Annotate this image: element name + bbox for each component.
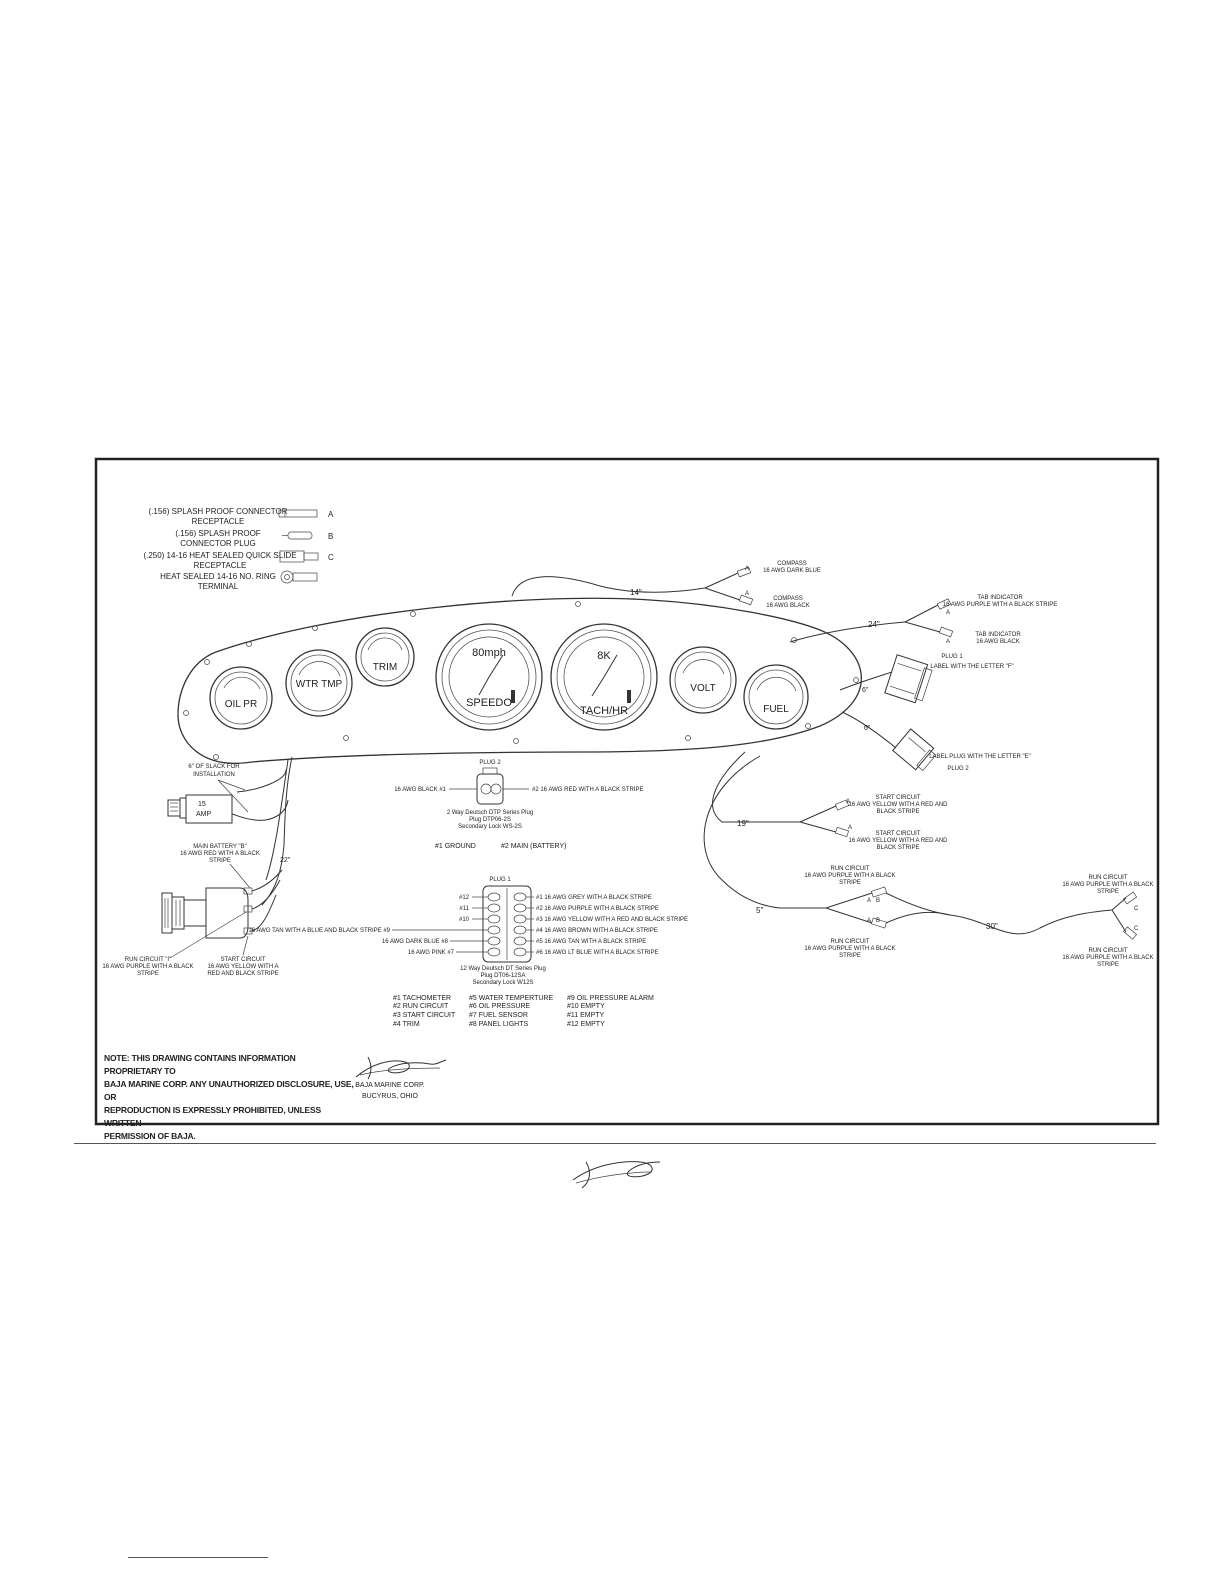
baja-footer-logo: [573, 1162, 660, 1188]
run-long-length: 30": [986, 922, 998, 931]
run-bottom-right-wire: 16 AWG PURPLE WITH A BLACK: [1062, 955, 1154, 961]
plug1-spec-3: Secondary Lock W12S: [472, 980, 534, 986]
slack-line2: INSTALLATION: [193, 772, 235, 778]
gauge-oil-label: OIL PR: [224, 699, 258, 710]
start-bottom-stripe: BLACK STRIPE: [876, 845, 920, 851]
tach-label: TACH/HR: [579, 705, 629, 717]
plug2-right-wire: #2 16 AWG RED WITH A BLACK STRIPE: [532, 787, 644, 793]
pin-row4-col3: #12 EMPTY: [567, 1021, 605, 1028]
tab-black-title: TAB INDICATOR: [975, 632, 1021, 638]
gauge-fuel: [744, 665, 808, 729]
breaker-rating: 15: [198, 801, 206, 808]
legend-d-line1: HEAT SEALED 14-16 NO. RING: [160, 572, 276, 581]
plug1-wire1: #1 16 AWG GREY WITH A BLACK STRIPE: [536, 895, 652, 901]
note-line-1: NOTE: THIS DRAWING CONTAINS INFORMATION PROPRIETARY TO: [104, 1053, 296, 1076]
gauge-trim-label: TRIM: [372, 662, 398, 673]
plug1-title: PLUG 1: [941, 654, 963, 660]
start-top-stripe: BLACK STRIPE: [876, 809, 920, 815]
plug2-pin2: #2 MAIN (BATTERY): [501, 843, 567, 850]
start-bottom-title: START CIRCUIT: [875, 831, 921, 837]
legend-a-letter: A: [328, 510, 334, 519]
main-battery-line1: MAIN BATTERY "B": [193, 844, 247, 850]
run-top-left-wire: 16 AWG PURPLE WITH A BLACK: [804, 873, 896, 879]
plug2-spec-3: Secondary Lock WS-2S: [458, 824, 522, 830]
gauge-water-temp: [286, 650, 352, 716]
compass-black-pin: A: [745, 591, 750, 597]
speedo-label: SPEEDO: [466, 697, 512, 709]
tab-black-wire: 16 AWG BLACK: [976, 639, 1020, 645]
run-top-pin-a: A: [867, 898, 872, 904]
plug2-spec-2: Plug DTP06-2S: [469, 817, 511, 823]
start-top-pin: A: [846, 799, 851, 805]
breaker-unit: AMP: [196, 811, 212, 818]
pin-row2-col2: #6 OIL PRESSURE: [469, 1003, 531, 1010]
run-bottom-right-title: RUN CIRCUIT: [1088, 948, 1128, 954]
plug1-pin10: #10: [458, 917, 469, 923]
tab-purple-pin: A: [946, 610, 951, 616]
speedo-unit: 80mph: [472, 647, 506, 659]
footer-link-underline[interactable]: [128, 1557, 268, 1558]
run-bottom-left-stripe: STRIPE: [839, 953, 861, 959]
pin-row1-col1: #1 TACHOMETER: [393, 995, 452, 1002]
compass-black-title: COMPASS: [773, 596, 803, 602]
run-length: 5": [756, 906, 764, 915]
plug2-title: PLUG 2: [947, 766, 969, 772]
run-top-left-title: RUN CIRCUIT: [830, 866, 870, 872]
gauge-oil-pressure: [210, 667, 272, 729]
legend-b-line2: CONNECTOR PLUG: [180, 539, 256, 548]
gauge-tachometer: [551, 624, 657, 730]
plug2-length: 6": [864, 725, 871, 732]
plug2-pin1: #1 GROUND: [435, 843, 476, 850]
plug1-wire6: #6 16 AWG LT BLUE WITH A BLACK STRIPE: [536, 950, 659, 956]
legend-d-line2: TERMINAL: [197, 582, 239, 591]
legend-c-line1: (.250) 14-16 HEAT SEALED QUICK SLIDE: [143, 551, 297, 560]
pin-row2-col1: #2 RUN CIRCUIT: [393, 1003, 449, 1010]
run-ignition-line1: RUN CIRCUIT "I": [124, 957, 172, 963]
gauge-water-label: WTR TMP: [295, 679, 343, 690]
ignition-length: 22": [280, 857, 291, 864]
legend-b-line1: (.156) SPLASH PROOF: [175, 529, 261, 538]
pin-row3-col1: #3 START CIRCUIT: [393, 1012, 456, 1019]
run-top-right-stripe: STRIPE: [1097, 889, 1119, 895]
gauge-trim: [356, 628, 414, 686]
start-ignition-line2: 16 AWG YELLOW WITH A: [207, 964, 279, 970]
legend-c-line2: RECEPTACLE: [193, 561, 247, 570]
run-top-left-stripe: STRIPE: [839, 880, 861, 886]
plug1-wire5: #5 16 AWG TAN WITH A BLACK STRIPE: [536, 939, 647, 945]
run-right-bottom-pin: C: [1134, 926, 1139, 932]
run-top-right-wire: 16 AWG PURPLE WITH A BLACK: [1062, 882, 1154, 888]
plug1-wire4: #4 16 AWG BROWN WITH A BLACK STRIPE: [536, 928, 658, 934]
run-ignition-line3: STRIPE: [137, 971, 159, 977]
tab-purple-title: TAB INDICATOR: [977, 595, 1023, 601]
start-length: 19": [737, 819, 749, 828]
gauge-fuel-label: FUEL: [763, 704, 789, 715]
run-right-top-pin: C: [1134, 906, 1139, 912]
start-ignition-line1: START CIRCUIT: [220, 957, 266, 963]
plug1-detail-title: PLUG 1: [489, 877, 511, 883]
start-ignition-line3: RED AND BLACK STRIPE: [207, 971, 279, 977]
note-line-4: PERMISSION OF BAJA.: [104, 1131, 196, 1141]
company-name: BAJA MARINE CORP.: [355, 1082, 425, 1089]
tab-length: 24": [868, 620, 880, 629]
company-location: BUCYRUS, OHIO: [361, 1093, 419, 1100]
plug2-desc: LABEL PLUG WITH THE LETTER "E": [929, 754, 1031, 760]
compass-length: 14": [630, 588, 642, 597]
start-top-wire: 16 AWG YELLOW WITH A RED AND: [848, 802, 948, 808]
start-bottom-wire: 16 AWG YELLOW WITH A RED AND: [848, 838, 948, 844]
legend-a-line1: (.156) SPLASH PROOF CONNECTOR: [148, 507, 288, 516]
proprietary-note: [104, 1052, 354, 1143]
pin-row1-col3: #9 OIL PRESSURE ALARM: [567, 995, 654, 1002]
plug1-wire8: 16 AWG DARK BLUE #8: [381, 939, 448, 945]
plug1-wire2: #2 16 AWG PURPLE WITH A BLACK STRIPE: [536, 906, 659, 912]
plug2-spec-1: 2 Way Deutsch DTP Series Plug: [446, 810, 534, 816]
plug1-desc: LABEL WITH THE LETTER "F": [930, 664, 1014, 670]
main-battery-line3: STRIPE: [209, 858, 231, 864]
tach-unit: 8K: [597, 650, 611, 662]
gauge-speedometer: [436, 624, 542, 730]
plug1-length: 6": [862, 687, 869, 694]
plug1-pin11: #11: [459, 906, 469, 912]
start-bottom-pin: A: [848, 825, 853, 831]
plug1-pin12: #12: [458, 895, 469, 901]
run-top-right-title: RUN CIRCUIT: [1088, 875, 1128, 881]
run-bottom-pin-a: A: [867, 918, 872, 924]
tab-black-pin: A: [946, 639, 951, 645]
run-bottom-left-title: RUN CIRCUIT: [830, 939, 870, 945]
run-bottom-left-wire: 16 AWG PURPLE WITH A BLACK: [804, 946, 896, 952]
start-top-title: START CIRCUIT: [875, 795, 921, 801]
run-bottom-right-stripe: STRIPE: [1097, 962, 1119, 968]
plug1-wire7: 16 AWG PINK #7: [407, 950, 454, 956]
plug1-wire9: 16 AWG TAN WITH A BLUE AND BLACK STRIPE #9: [248, 928, 390, 934]
pin-row4-col2: #8 PANEL LIGHTS: [469, 1021, 529, 1028]
plug1-wire3: #3 16 AWG YELLOW WITH A RED AND BLACK STRIPE: [536, 917, 689, 923]
pin-row4-col1: #4 TRIM: [393, 1021, 420, 1028]
compass-blue-title: COMPASS: [777, 561, 807, 567]
pin-row1-col2: #5 WATER TEMPERTURE: [469, 995, 554, 1002]
gauge-voltmeter: [670, 647, 736, 713]
pin-row3-col3: #11 EMPTY: [567, 1012, 605, 1019]
run-bottom-pin-b: B: [876, 918, 881, 924]
note-line-3: REPRODUCTION IS EXPRESSLY PROHIBITED, UNLESS WRITTEN: [104, 1105, 321, 1128]
legend-c-letter: C: [328, 553, 334, 562]
tab-purple-wire: 16 AWG PURPLE WITH A BLACK STRIPE: [942, 602, 1058, 608]
run-ignition-line2: 16 AWG PURPLE WITH A BLACK: [102, 964, 194, 970]
run-top-pin-b: B: [876, 898, 881, 904]
pin-row2-col3: #10 EMPTY: [567, 1003, 605, 1010]
main-battery-line2: 16 AWG RED WITH A BLACK: [180, 851, 260, 857]
slack-line1: 6" OF SLACK FOR: [188, 764, 240, 770]
plug2-left-wire: 16 AWG BLACK #1: [394, 787, 446, 793]
compass-black-wire: 16 AWG BLACK: [766, 603, 810, 609]
compass-blue-wire: 16 AWG DARK BLUE: [763, 568, 821, 574]
footer-divider: [74, 1143, 1156, 1144]
gauge-volt-label: VOLT: [690, 683, 716, 694]
compass-blue-pin: A: [745, 566, 750, 572]
plug1-spec-2: Plug DT06-12SA: [480, 973, 526, 979]
note-line-2: BAJA MARINE CORP. ANY UNAUTHORIZED DISCLOSURE, USE, OR: [104, 1079, 354, 1102]
plug1-spec-1: 12 Way Deutsch DT Series Plug: [460, 966, 546, 972]
pin-row3-col2: #7 FUEL SENSOR: [469, 1012, 528, 1019]
plug2-detail-title: PLUG 2: [479, 760, 501, 766]
legend-b-letter: B: [328, 532, 334, 541]
legend-a-line2: RECEPTACLE: [191, 517, 245, 526]
